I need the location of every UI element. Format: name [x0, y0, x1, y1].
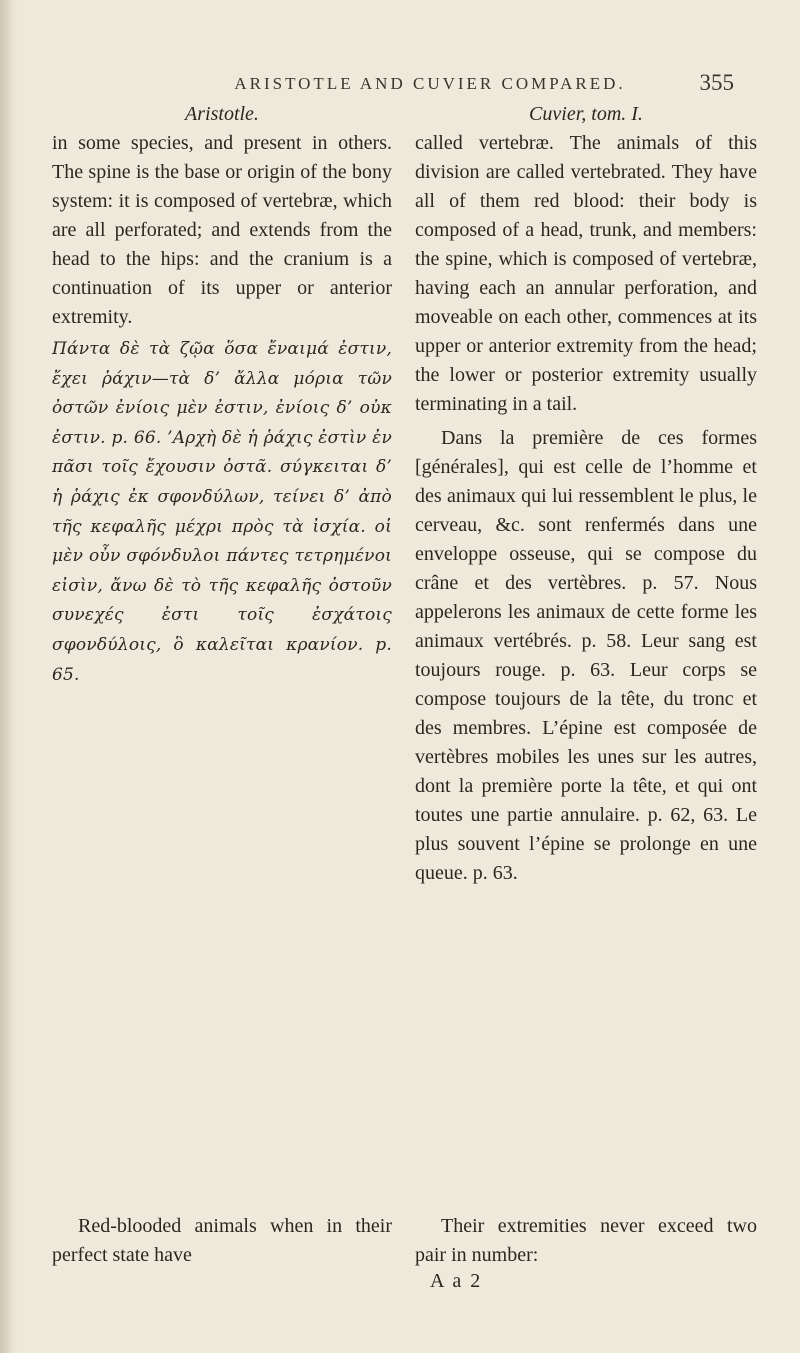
- cuvier-french-text: Dans la première de ces formes [générales], qui est celle de l’homme et des animaux qui lui ressemblent le plus, le cerveau, &c. sont renfermés dans une enveloppe osseuse, qui se compose du crâne et des vertèbres. p. 57. Nous appelerons les animaux de cette forme les animaux vertébrés. p. 58. Leur sang est toujours rouge. p. 63. Leur corps se compose toujours de la tête, du tronc et des membres. L’épine est composée de vertèbres mobiles les unes sur les autres, dont la première porte la tête, et qui ont toutes une partie annulaire. p. 62, 63. Le plus souvent l’épine se prolonge en une queue. p. 63.: [415, 427, 757, 884]
- running-head: ARISTOTLE AND CUVIER COMPARED.: [234, 74, 626, 93]
- cuvier-next-paragraph: Their extremities never exceed two pair in number:: [415, 1215, 757, 1266]
- signature-mark: A a 2: [430, 1270, 483, 1292]
- aristotle-heading: Aristotle.: [185, 103, 259, 125]
- cuvier-column: [415, 100, 757, 419]
- aristotle-greek-text: Πάντα δὲ τὰ ζῷα ὅσα ἔναιμά ἐστιν, ἔχει ῥάχιν—τὰ δ’ ἄλλα μόρια τῶν ὀστῶν ἐνίοις μὲν ἐστιν, ἐνίοις δ’ οὐκ ἐστιν. p. 66. ’Αρχὴ δὲ ἡ ῥάχις ἐστὶν ἐν πᾶσι τοῖς ἔχουσιν ὀστᾶ. σύγκειται δ’ ἡ ῥάχις ἐκ σφονδύλων, τείνει δ’ ἀπὸ τῆς κεφαλῆς μέχρι πρὸς τὰ ἰσχία. οἱ μὲν οὖν σφόνδυλοι πάντες τετρημένοι εἰσὶν, ἄνω δὲ τὸ τῆς κεφαλῆς ὀστοῦν συνεχές ἐστι τοῖς ἐσχάτοις σφονδύλοις, ὃ καλεῖται κρανίον. p. 65.: [52, 339, 392, 685]
- aristotle-column: [52, 100, 392, 332]
- aristotle-next-paragraph: Red-blooded animals when in their perfect state have: [52, 1215, 392, 1266]
- aristotle-english-text: in some species, and present in others. The spine is the base or origin of the bony system: it is composed of vertebræ, which are all perforated; and extends from the head to the hips: and the cranium is a continuation of its upper or anterior extremity.: [52, 132, 392, 328]
- cuvier-heading: Cuvier, tom. I.: [529, 103, 643, 125]
- page-number: 355: [699, 70, 734, 95]
- cuvier-english-text: called vertebræ. The animals of this division are called vertebrated. They have all of them red blood: their body is composed of a head, trunk, and members: the spine, which is composed of vertebræ, having each an annular perforation, and moveable on each other, commences at its upper or anterior extremity from the head; the lower or posterior extremity usually terminating in a tail.: [415, 132, 757, 415]
